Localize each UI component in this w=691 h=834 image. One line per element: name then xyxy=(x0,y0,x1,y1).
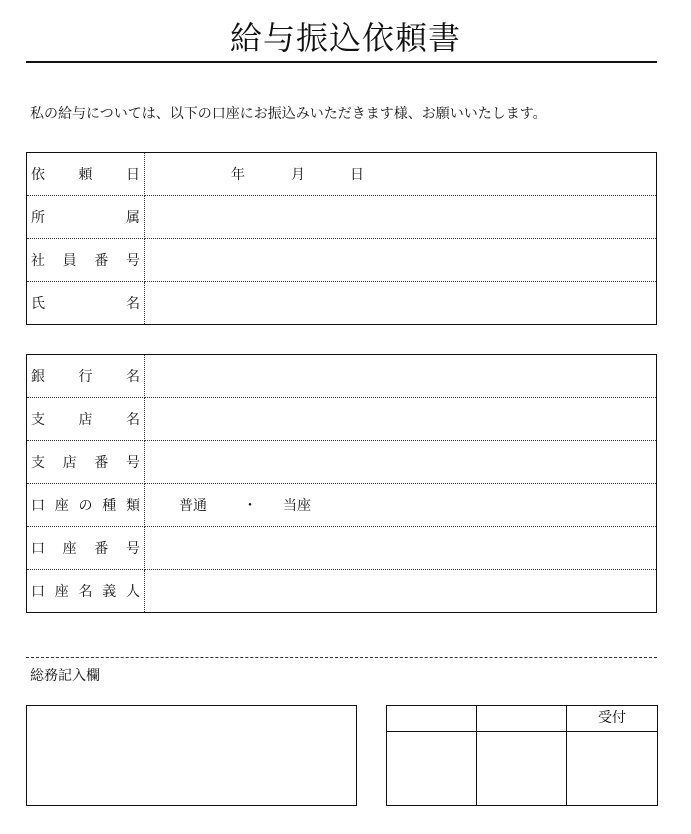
row-account-holder xyxy=(27,570,657,613)
row-bank-name xyxy=(27,355,657,398)
option-separator: ・ xyxy=(243,498,257,514)
admin-memo-box[interactable] xyxy=(26,705,357,806)
admin-section-label: 総務記入欄 xyxy=(30,668,100,684)
field-name[interactable] xyxy=(145,282,657,325)
option-ordinary[interactable]: 普通 xyxy=(179,498,207,514)
row-branch-name xyxy=(27,398,657,441)
month-label: 月 xyxy=(291,167,305,183)
receipt-stamp-table xyxy=(386,705,658,806)
field-branch-name[interactable] xyxy=(145,398,657,441)
label-account-type: 口 座 の 種 類 xyxy=(31,498,140,514)
label-branch-name: 支 店 名 xyxy=(31,412,140,428)
cut-line xyxy=(26,657,657,658)
document-title: 給与振込依頼書 xyxy=(229,19,461,57)
receipt-header-line xyxy=(387,731,657,732)
field-employee-number[interactable] xyxy=(145,239,657,282)
bank-info-table xyxy=(26,354,657,613)
field-department[interactable] xyxy=(145,196,657,239)
row-department xyxy=(27,196,657,239)
intro-text: 私の給与については、以下の口座にお振込みいただきます様、お願いいたします。 xyxy=(30,106,547,122)
label-branch-number: 支 店 番 号 xyxy=(31,455,140,471)
option-current[interactable]: 当座 xyxy=(283,498,311,514)
label-account-holder: 口 座 名 義 人 xyxy=(31,584,140,600)
label-bank-name: 銀 行 名 xyxy=(31,369,140,385)
label-account-number: 口 座 番 号 xyxy=(31,541,140,557)
field-account-type[interactable] xyxy=(145,484,657,527)
year-label: 年 xyxy=(231,167,245,183)
label-request-date: 依 頼 日 xyxy=(31,167,140,183)
row-branch-number xyxy=(27,441,657,484)
receipt-col-divider-2 xyxy=(566,706,567,805)
applicant-info-table xyxy=(26,152,657,325)
day-label: 日 xyxy=(350,167,364,183)
label-name: 氏 名 xyxy=(31,296,140,312)
row-request-date xyxy=(27,153,657,196)
label-department: 所 属 xyxy=(31,210,140,226)
receipt-col-divider-1 xyxy=(476,706,477,805)
title-underline xyxy=(26,61,657,63)
row-name xyxy=(27,282,657,325)
row-account-type xyxy=(27,484,657,527)
field-account-holder[interactable] xyxy=(145,570,657,613)
field-account-number[interactable] xyxy=(145,527,657,570)
field-bank-name[interactable] xyxy=(145,355,657,398)
receipt-header-label: 受付 xyxy=(598,710,626,726)
field-request-date[interactable] xyxy=(145,153,657,196)
field-branch-number[interactable] xyxy=(145,441,657,484)
row-employee-number xyxy=(27,239,657,282)
label-employee-number: 社 員 番 号 xyxy=(31,253,140,269)
row-account-number xyxy=(27,527,657,570)
